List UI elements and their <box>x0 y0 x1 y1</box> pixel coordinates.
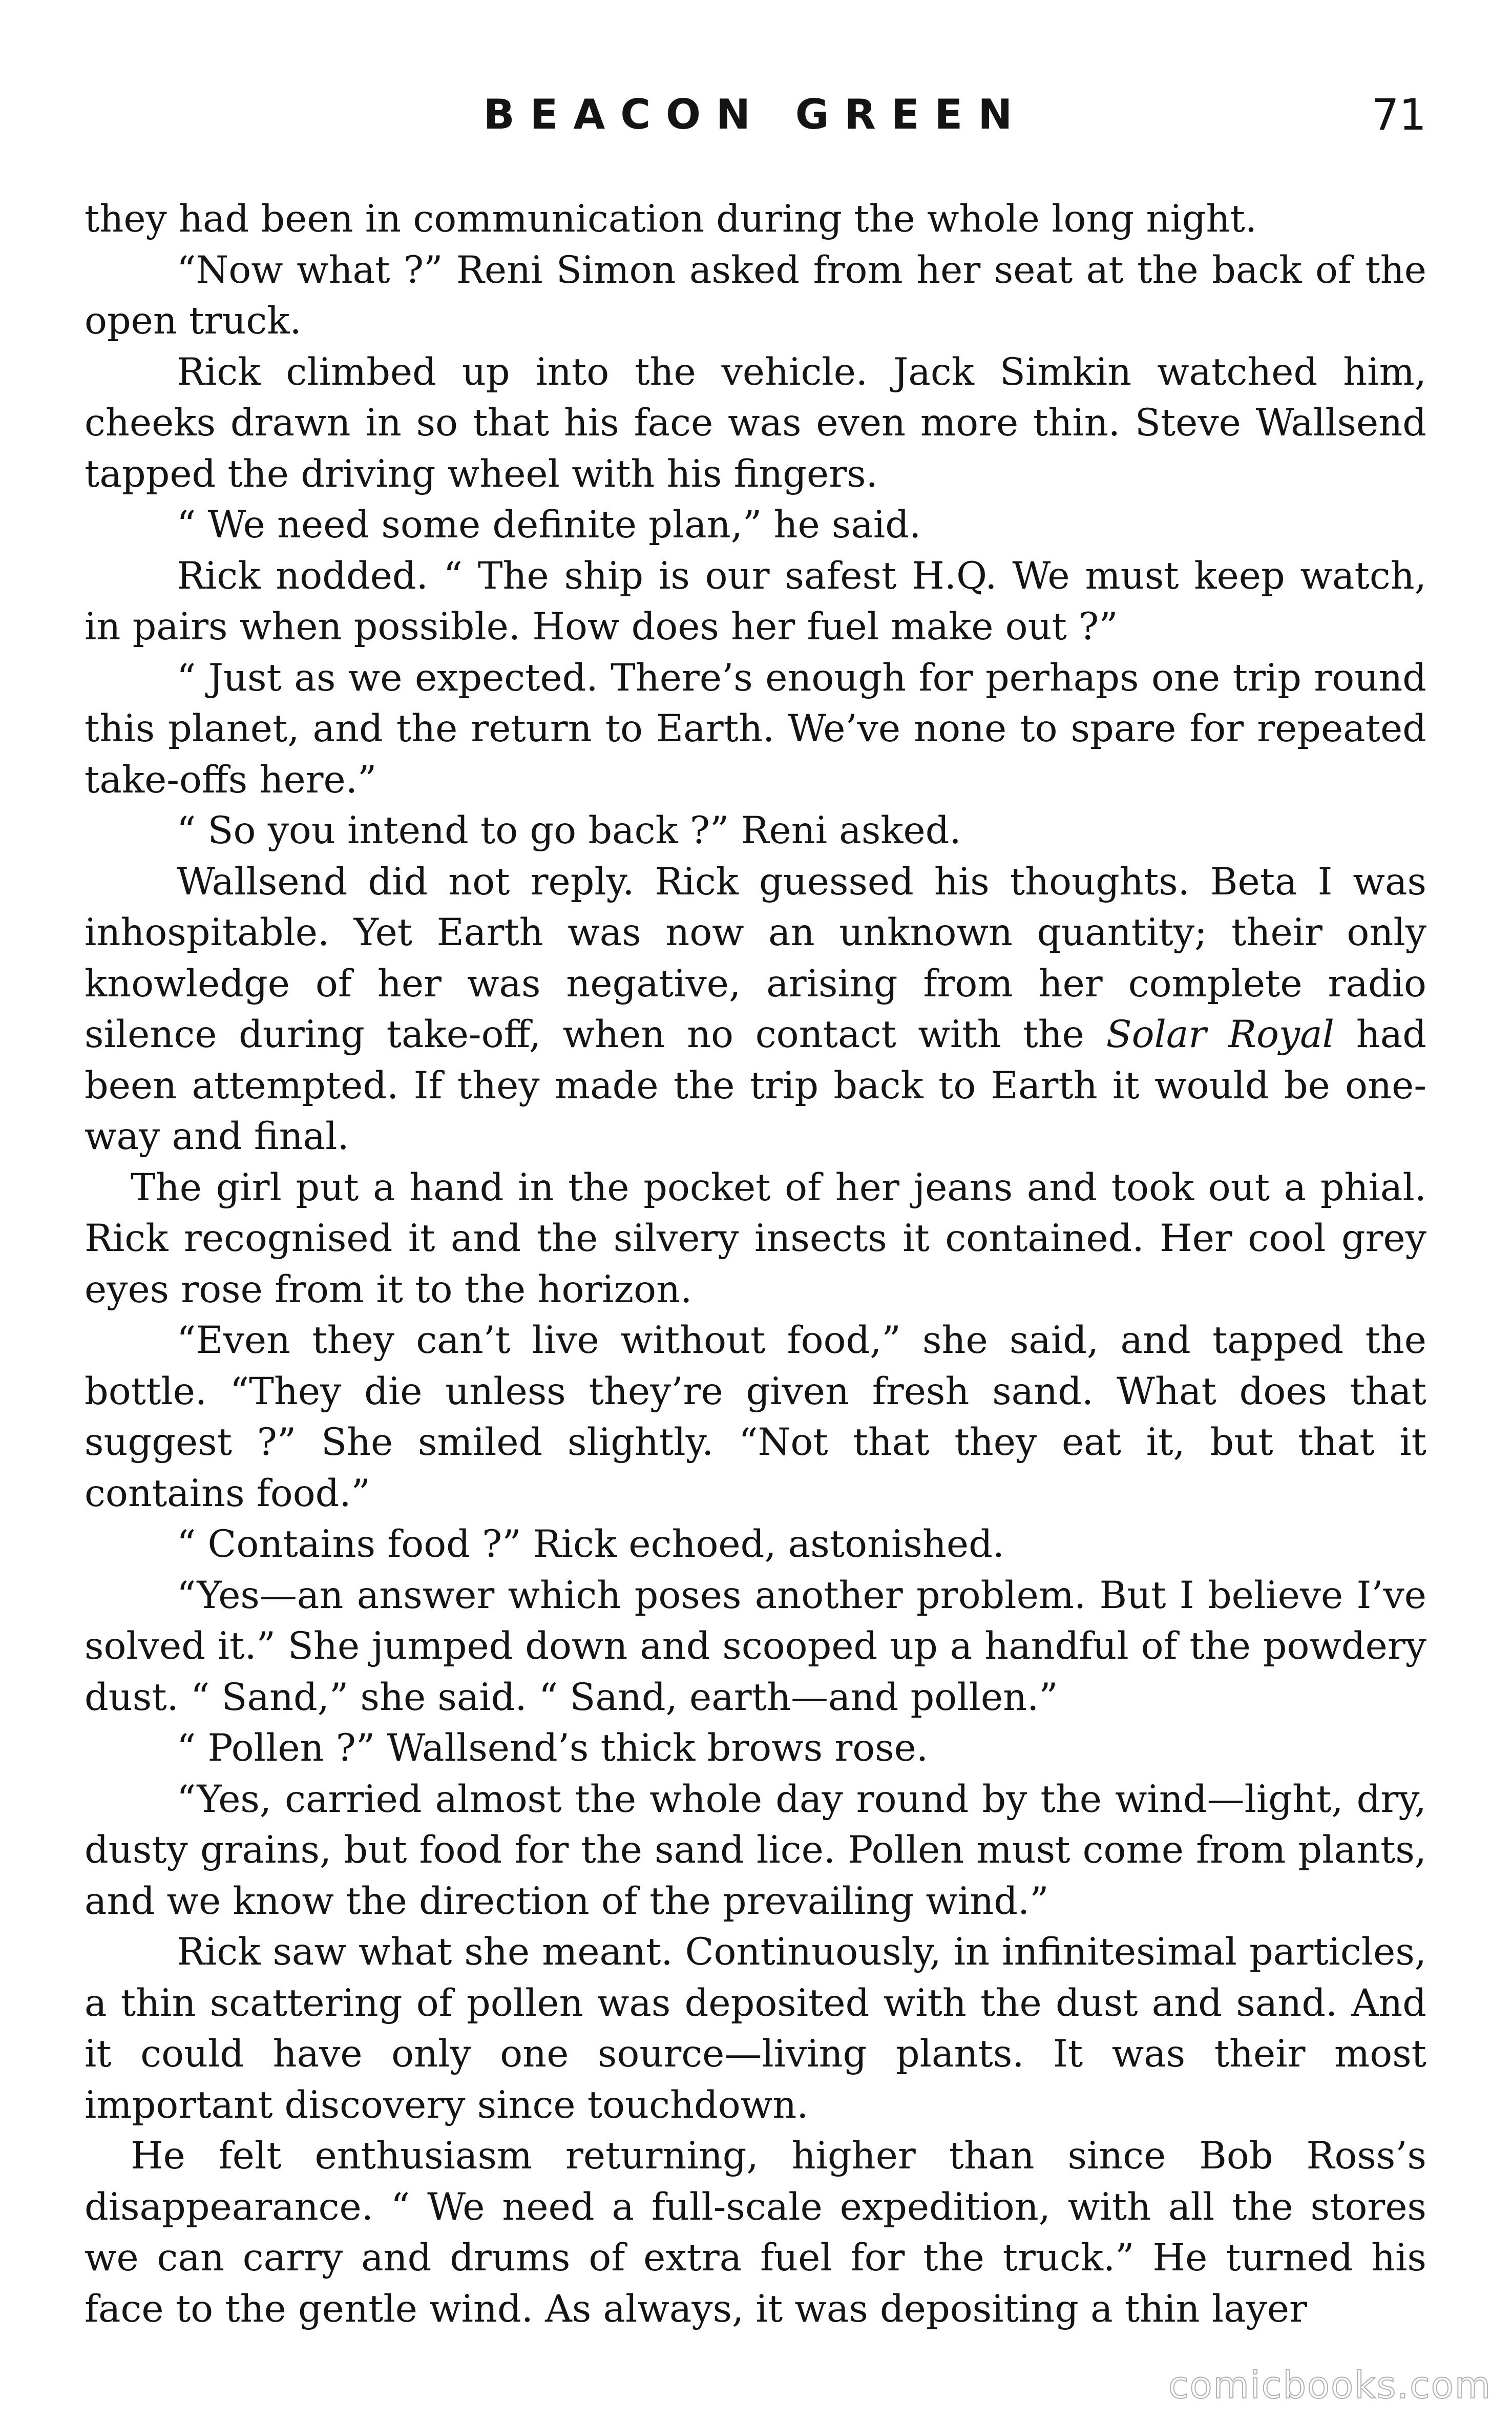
paragraph: “Yes, carried almost the whole day round by the wind—light, dry, dusty grains, but food for the sand lice. Pollen must come from plants, and we know the direction of the prevailing wind.” <box>85 1777 1426 1923</box>
paragraph: “ Pollen ?” Wallsend’s thick brows rose. <box>177 1726 929 1770</box>
running-title: BEACON GREEN <box>483 91 1028 138</box>
watermark: comicbooks.com <box>1168 2364 1492 2407</box>
paragraph: “ So you intend to go back ?” Reni asked. <box>177 809 961 852</box>
ship-name: Solar Royal <box>1106 1013 1335 1056</box>
paragraph: Rick nodded. “ The ship is our safest H.Q. We must keep watch, in pairs when possible. How does her fuel make out ?” <box>85 554 1426 649</box>
page-header <box>85 85 1426 161</box>
paragraph: Wallsend did not reply. Rick guessed his thoughts. Beta I was inhospitable. Yet Earth was now an unknown quantity; their only knowledge of her was negative, arising from her complete radio silence during take-off, when no contact with the Solar Royal had been attempted. If they made the trip back to Earth it would be one-way and final. <box>85 860 1427 1158</box>
paragraph: they had been in communication during the whole long night. <box>85 197 1257 241</box>
paragraph: “ Just as we expected. There’s enough for perhaps one trip round this planet, and the return to Earth. We’ve none to spare for repeated take-offs here.” <box>85 656 1426 802</box>
body-text <box>85 194 1426 2334</box>
paragraph: He felt enthusiasm returning, higher than since Bob Ross’s disappearance. “ We need a full-scale expedition, with all the stores we can carry and drums of extra fuel for the truck.” He turned his face to the gentle wind. As always, it was depositing a thin layer <box>85 2134 1426 2331</box>
paragraph: “Even they can’t live without food,” she said, and tapped the bottle. “They die unless they’re given fresh sand. What does that suggest ?” She smiled slightly. “Not that they eat it, but that it contains food.” <box>85 1319 1426 1515</box>
paragraph: “ Contains food ?” Rick echoed, astonished. <box>177 1522 1005 1566</box>
page-number: 71 <box>1372 90 1426 140</box>
paragraph: “Yes—an answer which poses another problem. But I believe I’ve solved it.” She jumped down and scooped up a handful of the powdery dust. “ Sand,” she said. “ Sand, earth—and pollen.” <box>85 1573 1426 1719</box>
paragraph: Rick climbed up into the vehicle. Jack Simkin watched him, cheeks drawn in so that his face was even more thin. Steve Wallsend tapped the driving wheel with his fingers. <box>85 350 1426 496</box>
paragraph: The girl put a hand in the pocket of her jeans and took out a phial. Rick recognised it and the silvery insects it contained. Her cool grey eyes rose from it to the horizon. <box>85 1165 1426 1311</box>
paragraph: “ We need some definite plan,” he said. <box>177 503 921 547</box>
paragraph: Rick saw what she meant. Continuously, in infinitesimal particles, a thin scattering of pollen was deposited with the dust and sand. And it could have only one source—living plants. It was their most important discovery since touchdown. <box>85 1930 1426 2127</box>
paragraph: “Now what ?” Reni Simon asked from her seat at the back of the open truck. <box>85 248 1426 343</box>
